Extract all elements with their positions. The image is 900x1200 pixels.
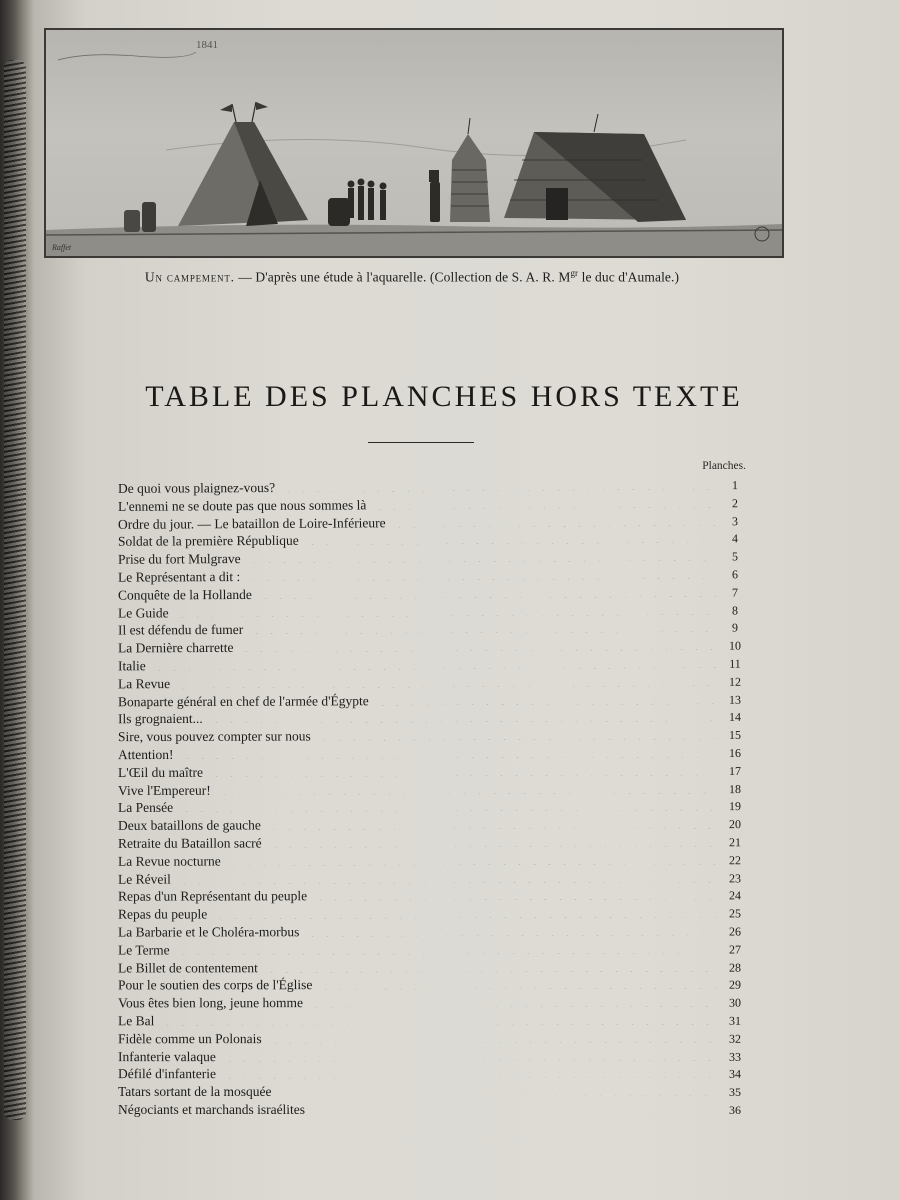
dot-leader [217,783,716,795]
toc-entry-title: Sire, vous pouvez compter sur nous [117,728,311,745]
dot-leader [222,1050,716,1060]
toc-entry-title: Vive l'Empereur! [117,782,211,798]
toc-entry-title: Soldat de la première République [117,533,299,550]
toc-entry-title: Bonaparte général en chef de l'armée d'Égypte [117,692,369,709]
toc-row [118,851,748,871]
toc-row [118,1047,748,1065]
dot-leader [239,640,716,652]
toc-entry-title: La Revue [117,675,171,692]
toc-row [118,1030,748,1048]
page-title: TABLE DES PLANCHES HORS TEXTE [145,380,743,413]
toc-row [118,833,748,853]
dot-leader [305,533,716,545]
toc-row [118,744,748,764]
dot-leader [268,836,716,847]
dot-leader [305,926,716,937]
plate-number: 12 [728,674,742,689]
dot-leader [227,854,716,865]
toc-entry-title: Ordre du jour. — Le bataillon de Loire-Inférieure [117,514,386,532]
toc-row [118,672,748,693]
toc-entry-title: Pour le soutien des corps de l'Église [117,977,313,993]
plate-number: 4 [731,531,739,546]
toc-entry-title: Le Réveil [117,871,171,887]
plate-number: 27 [728,942,742,957]
dot-leader [179,801,716,813]
dot-leader [209,765,716,777]
plate-number: 28 [728,960,742,975]
toc-entry-title: Retraite du Bataillon sacré [117,835,262,851]
toc-entry-title: Il est défendu de fumer [117,622,244,638]
dot-leader [247,551,716,564]
plate-number: 15 [728,728,742,743]
plate-number: 11 [729,656,741,671]
plate-number: 6 [731,567,739,582]
plate-number: 22 [728,853,742,868]
toc-entry-title: Prise du fort Mulgrave [117,551,241,567]
plate-number: 36 [729,1103,741,1117]
plate-number: 26 [728,924,742,939]
plate-number: 20 [728,817,742,832]
toc-entry-title: Fidèle comme un Polonais [117,1030,262,1047]
toc-entry-title: La Dernière charrette [117,640,234,656]
facing-page-edge [0,0,34,1200]
plate-number: 1 [731,478,739,493]
toc-row [118,1012,748,1031]
caption-text: — D'après une étude à l'aquarelle. (Collection de S. A. R. M [234,269,571,285]
toc-row [118,922,748,941]
caption-tail: le duc d'Aumale.) [578,269,680,285]
toc-entry-title: Vous êtes bien long, jeune homme [117,995,303,1011]
plate-number: 24 [728,888,742,903]
title-rule [368,442,474,443]
toc-entry-title: La Revue nocturne [117,853,221,869]
plate-number: 3 [731,513,739,528]
toc-entry-title: Le Représentant a dit : [117,569,241,585]
plate-number: 8 [731,603,739,618]
toc-entry-title: La Pensée [117,800,174,816]
toc-entry-title: Repas d'un Représentant du peuple [117,888,308,905]
dot-leader [258,586,716,598]
toc-row [118,994,748,1013]
caption-superscript: gr [570,268,579,278]
toc-entry-title: Ils grognaient... [117,711,203,727]
plates-column-header: Planches. [702,460,746,472]
dot-leader [281,479,716,492]
toc-row [118,1101,748,1119]
plate-number: 9 [731,620,739,635]
plate-number: 30 [728,995,742,1010]
plate-number: 23 [728,870,742,885]
plate-number: 17 [728,763,742,778]
dot-leader [176,676,716,688]
dot-leader [264,961,716,972]
year-note: 1841 [196,39,218,51]
toc-row [118,940,748,959]
dot-leader [317,729,716,740]
toc-row [118,976,748,995]
plate-number: 16 [728,745,742,760]
artist-signature: Raffet [52,243,72,252]
dot-leader [246,569,716,581]
illustration-caption [44,268,780,286]
toc-entry-title: La Barbarie et le Choléra-morbus [117,924,300,940]
dot-leader [372,497,716,509]
plate-number: 14 [728,710,742,725]
toc-entry-title: Deux bataillons de gauche [117,817,261,834]
toc-row [118,1083,748,1101]
toc-entry-title: L'Œil du maître [117,764,203,780]
dot-leader [176,943,716,954]
toc-entry-title: Le Guide [117,604,169,621]
plate-number: 18 [728,781,742,796]
campement-illustration [44,28,784,258]
toc-entry-title: Tatars sortant de la mosquée [117,1084,272,1100]
toc-entry-title: Repas du peuple [117,906,208,922]
campement-sketch [46,30,782,256]
plate-number: 19 [728,799,742,814]
plate-number: 7 [731,585,739,600]
toc-entry-title: Infanterie valaque [117,1048,216,1064]
dot-leader [179,747,716,759]
toc-row [118,797,748,817]
dot-leader [268,1033,716,1043]
dot-leader [392,515,716,527]
dot-leader [213,908,716,919]
toc-entry-title: Conquête de la Hollande [117,586,252,603]
plate-number: 25 [728,906,742,921]
dot-leader [375,693,716,704]
dot-leader [309,997,716,1007]
toc-entry-title: Le Billet de contentement [117,959,258,976]
plate-number: 13 [728,692,742,707]
dot-leader [311,1104,716,1114]
dot-leader [313,890,716,901]
toc-entry-title: Le Terme [117,942,170,958]
toc-row [118,762,748,782]
caption-smallcaps: Un campement. [144,269,235,285]
plate-number: 35 [728,1085,742,1100]
dot-leader [209,711,716,723]
plate-number: 33 [728,1049,742,1064]
toc-entry-title: Défilé d'infanterie [117,1066,217,1082]
book-page [34,0,900,1200]
toc-row [118,887,748,906]
dot-leader [267,818,716,829]
toc-row [118,869,748,888]
plate-number: 31 [728,1013,742,1028]
dot-leader [249,622,716,634]
toc-entry-title: L'ennemi ne se doute pas que nous sommes là [117,497,367,514]
toc-row [118,1065,748,1083]
dot-leader [318,979,716,989]
plate-number: 10 [728,638,742,653]
toc-row [118,905,748,924]
facing-page-engraving [4,60,26,1120]
dot-leader [222,1068,716,1078]
toc-row [118,958,748,977]
dot-leader [175,604,716,617]
toc-entry-title: Le Bal [117,1013,155,1029]
dot-leader [177,872,716,883]
dot-leader [278,1086,716,1096]
dot-leader [160,1015,716,1025]
toc-entry-title: Italie [117,658,146,674]
plate-number: 34 [728,1067,742,1082]
plate-number: 21 [728,835,742,850]
toc-row [118,815,748,835]
plate-number: 32 [728,1031,742,1046]
toc-entry-title: De quoi vous plaignez-vous? [117,479,276,496]
plate-number: 29 [728,978,742,993]
plate-number: 2 [731,495,739,511]
toc-entry-title: Attention! [117,746,174,763]
plate-number: 5 [731,549,739,564]
toc-entry-title: Négociants et marchands israélites [118,1102,306,1117]
dot-leader [152,658,716,670]
